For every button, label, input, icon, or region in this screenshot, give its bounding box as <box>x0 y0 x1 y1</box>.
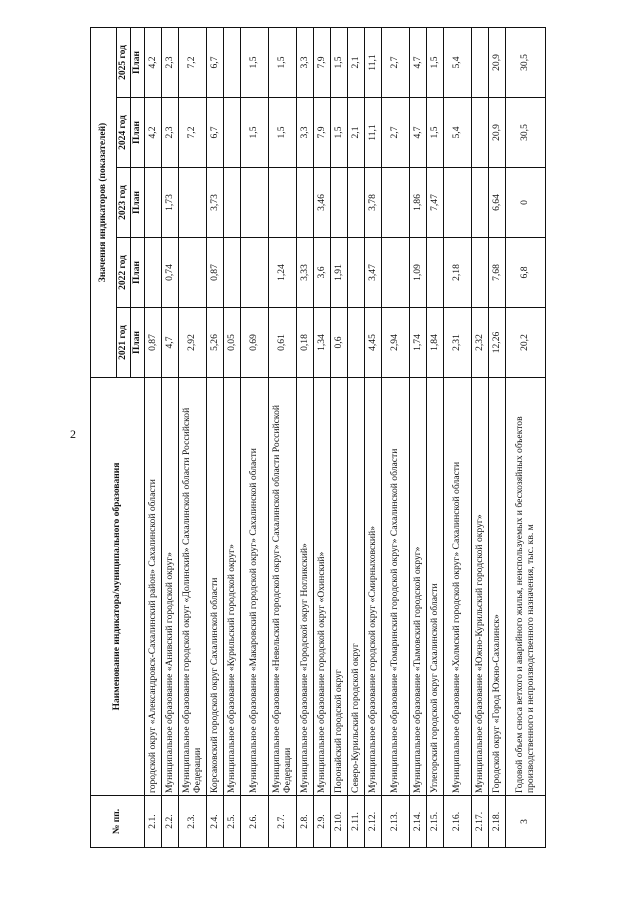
value-2023 <box>297 168 314 238</box>
row-number: 2.17. <box>472 796 489 848</box>
header-plan-2022: План <box>131 238 145 308</box>
header-num: № пп. <box>91 796 145 848</box>
row-number: 2.6. <box>241 796 269 848</box>
value-2024: 11,1 <box>365 98 382 168</box>
value-2025 <box>224 27 241 97</box>
value-2023 <box>382 168 410 238</box>
value-2024 <box>472 98 489 168</box>
table-row <box>331 27 348 847</box>
value-2021: 1,34 <box>314 308 331 378</box>
table-row <box>269 27 297 847</box>
table-row <box>410 27 427 847</box>
value-2021: 0,6 <box>331 308 348 378</box>
value-2021: 0,18 <box>297 308 314 378</box>
value-2025 <box>472 27 489 97</box>
value-2023 <box>348 168 365 238</box>
table-row <box>207 27 224 847</box>
table-row <box>224 27 241 847</box>
header-year-2024: 2024 год <box>117 98 131 168</box>
value-2025: 4,7 <box>410 27 427 97</box>
value-2024: 1,5 <box>269 98 297 168</box>
value-2025: 11,1 <box>365 27 382 97</box>
value-2022 <box>179 238 207 308</box>
row-number: 2.3. <box>179 796 207 848</box>
value-2023 <box>241 168 269 238</box>
value-2023 <box>331 168 348 238</box>
value-2025: 2,7 <box>382 27 410 97</box>
row-name: Поронайский городской округ <box>331 378 348 796</box>
value-2024: 4,2 <box>145 98 162 168</box>
header-year-2021: 2021 год <box>117 308 131 378</box>
row-number: 3 <box>506 796 546 848</box>
header-year-2025: 2025 год <box>117 27 131 97</box>
row-name: Муниципальное образование «Анивский городской округ» <box>162 378 179 796</box>
value-2025: 4,2 <box>145 27 162 97</box>
value-2023: 3,73 <box>207 168 224 238</box>
row-name: Муниципальное образование «Тымовский городской округ» <box>410 378 427 796</box>
value-2022 <box>348 238 365 308</box>
table-row <box>348 27 365 847</box>
row-number: 2.9. <box>314 796 331 848</box>
row-name: Муниципальное образование «Южно-Курильский городской округ» <box>472 378 489 796</box>
value-2022: 1,24 <box>269 238 297 308</box>
value-2023: 1,86 <box>410 168 427 238</box>
table-row <box>314 27 331 847</box>
row-name: Городской округ «Город Южно-Сахалинск» <box>489 378 506 796</box>
value-2024: 6,7 <box>207 98 224 168</box>
row-name: Годовой объем сноса ветхого и аварийного жилья, неиспользуемых и бесхозяйных объектов производственного и непроизводственного назначения, тыс. кв. м <box>506 378 546 796</box>
value-2022 <box>427 238 444 308</box>
value-2023 <box>472 168 489 238</box>
value-2023: 3,46 <box>314 168 331 238</box>
value-2021: 0,87 <box>145 308 162 378</box>
row-name: Муниципальное образование «Курильский городской округ» <box>224 378 241 796</box>
value-2023: 1,73 <box>162 168 179 238</box>
value-2022: 7,68 <box>489 238 506 308</box>
value-2021: 0,69 <box>241 308 269 378</box>
value-2022 <box>241 238 269 308</box>
header-year-2023: 2023 год <box>117 168 131 238</box>
value-2022: 1,09 <box>410 238 427 308</box>
value-2021: 1,84 <box>427 308 444 378</box>
value-2025: 6,7 <box>207 27 224 97</box>
table-row <box>506 27 546 847</box>
value-2024: 2,7 <box>382 98 410 168</box>
row-number: 2.14. <box>410 796 427 848</box>
table-row <box>365 27 382 847</box>
value-2022: 0,74 <box>162 238 179 308</box>
value-2022 <box>472 238 489 308</box>
row-number: 2.10. <box>331 796 348 848</box>
value-2021: 2,32 <box>472 308 489 378</box>
value-2021: 20,2 <box>506 308 546 378</box>
value-2021: 2,31 <box>444 308 472 378</box>
value-2021: 4,45 <box>365 308 382 378</box>
header-plan-2024: План <box>131 98 145 168</box>
row-number: 2.16. <box>444 796 472 848</box>
header-values: Значения индикаторов (показателей) <box>91 27 117 377</box>
row-name: городской округ «Александровск-Сахалинский район» Сахалинской области <box>145 378 162 796</box>
row-name: Северо-Курильский городской округ <box>348 378 365 796</box>
row-number: 2.13. <box>382 796 410 848</box>
value-2022 <box>224 238 241 308</box>
row-name: Муниципальное образование «Томаринский городской округ» Сахалинской области <box>382 378 410 796</box>
row-number: 2.1. <box>145 796 162 848</box>
row-number: 2.7. <box>269 796 297 848</box>
value-2025: 1,5 <box>269 27 297 97</box>
value-2022: 3,6 <box>314 238 331 308</box>
value-2021: 1,74 <box>410 308 427 378</box>
value-2025: 7,9 <box>314 27 331 97</box>
value-2023: 6,64 <box>489 168 506 238</box>
table-row <box>489 27 506 847</box>
value-2022: 1,91 <box>331 238 348 308</box>
value-2021: 2,94 <box>382 308 410 378</box>
header-name: Наименование индикатора/муниципального образования <box>91 378 145 796</box>
value-2025: 2,1 <box>348 27 365 97</box>
value-2025: 7,2 <box>179 27 207 97</box>
value-2025: 3,3 <box>297 27 314 97</box>
table-row <box>241 27 269 847</box>
table-row <box>297 27 314 847</box>
table-row <box>427 27 444 847</box>
row-name: Углегорский городской округ Сахалинской области <box>427 378 444 796</box>
row-number: 2.4. <box>207 796 224 848</box>
table-row <box>444 27 472 847</box>
value-2021: 0,05 <box>224 308 241 378</box>
table-row <box>472 27 489 847</box>
table-row <box>145 27 162 847</box>
header-year-2022: 2022 год <box>117 238 131 308</box>
value-2023 <box>444 168 472 238</box>
value-2025: 5,4 <box>444 27 472 97</box>
value-2023 <box>269 168 297 238</box>
value-2023 <box>224 168 241 238</box>
value-2021: 5,26 <box>207 308 224 378</box>
value-2025: 30,5 <box>506 27 546 97</box>
indicator-table <box>90 27 546 848</box>
value-2021: 0,61 <box>269 308 297 378</box>
value-2025: 1,5 <box>241 27 269 97</box>
value-2024 <box>224 98 241 168</box>
value-2024: 20,9 <box>489 98 506 168</box>
value-2024: 30,5 <box>506 98 546 168</box>
value-2025: 1,5 <box>331 27 348 97</box>
row-number: 2.12. <box>365 796 382 848</box>
table-row <box>179 27 207 847</box>
header-plan-2021: План <box>131 308 145 378</box>
row-name: Муниципальное образование «Макаровский городской округ» Сахалинской области <box>241 378 269 796</box>
value-2022: 6,8 <box>506 238 546 308</box>
row-number: 2.11. <box>348 796 365 848</box>
row-name: Корсаковский городской округ Сахалинской области <box>207 378 224 796</box>
value-2024: 2,3 <box>162 98 179 168</box>
value-2023 <box>145 168 162 238</box>
page-number: 2 <box>70 427 76 441</box>
row-number: 2.15. <box>427 796 444 848</box>
value-2024: 1,5 <box>331 98 348 168</box>
value-2023 <box>179 168 207 238</box>
value-2023: 0 <box>506 168 546 238</box>
row-name: Муниципальное образование «Невельский городской округ» Сахалинской области Российской Федерации <box>269 378 297 796</box>
rotated-table-container <box>90 28 540 848</box>
row-name: Муниципальное образование «Холмский городской округ» Сахалинской области <box>444 378 472 796</box>
value-2024: 1,5 <box>241 98 269 168</box>
value-2021: 4,7 <box>162 308 179 378</box>
value-2024: 7,2 <box>179 98 207 168</box>
row-name: Муниципальное образование городской округ «Охинский» <box>314 378 331 796</box>
value-2022: 0,87 <box>207 238 224 308</box>
value-2022: 2,18 <box>444 238 472 308</box>
value-2024: 7,9 <box>314 98 331 168</box>
row-number: 2.2. <box>162 796 179 848</box>
table-row <box>382 27 410 847</box>
row-number: 2.8. <box>297 796 314 848</box>
row-number: 2.18. <box>489 796 506 848</box>
value-2024: 1,5 <box>427 98 444 168</box>
header-plan-2025: План <box>131 27 145 97</box>
value-2022 <box>382 238 410 308</box>
value-2022: 3,33 <box>297 238 314 308</box>
row-name: Муниципальное образование «Городской округ Ногликский» <box>297 378 314 796</box>
value-2022 <box>145 238 162 308</box>
value-2024: 2,1 <box>348 98 365 168</box>
value-2022: 3,47 <box>365 238 382 308</box>
value-2024: 4,7 <box>410 98 427 168</box>
value-2021 <box>348 308 365 378</box>
row-number: 2.5. <box>224 796 241 848</box>
value-2024: 5,4 <box>444 98 472 168</box>
value-2025: 2,3 <box>162 27 179 97</box>
value-2025: 1,5 <box>427 27 444 97</box>
value-2025: 20,9 <box>489 27 506 97</box>
row-name: Муниципальное образование городской округ «Смирныховский» <box>365 378 382 796</box>
header-plan-2023: План <box>131 168 145 238</box>
value-2023: 3,78 <box>365 168 382 238</box>
value-2024: 3,3 <box>297 98 314 168</box>
table-row <box>162 27 179 847</box>
value-2023: 7,47 <box>427 168 444 238</box>
value-2021: 12,26 <box>489 308 506 378</box>
value-2021: 2,92 <box>179 308 207 378</box>
row-name: Муниципальное образование городской округ «Долинский» Сахалинской области Российской Федерации <box>179 378 207 796</box>
